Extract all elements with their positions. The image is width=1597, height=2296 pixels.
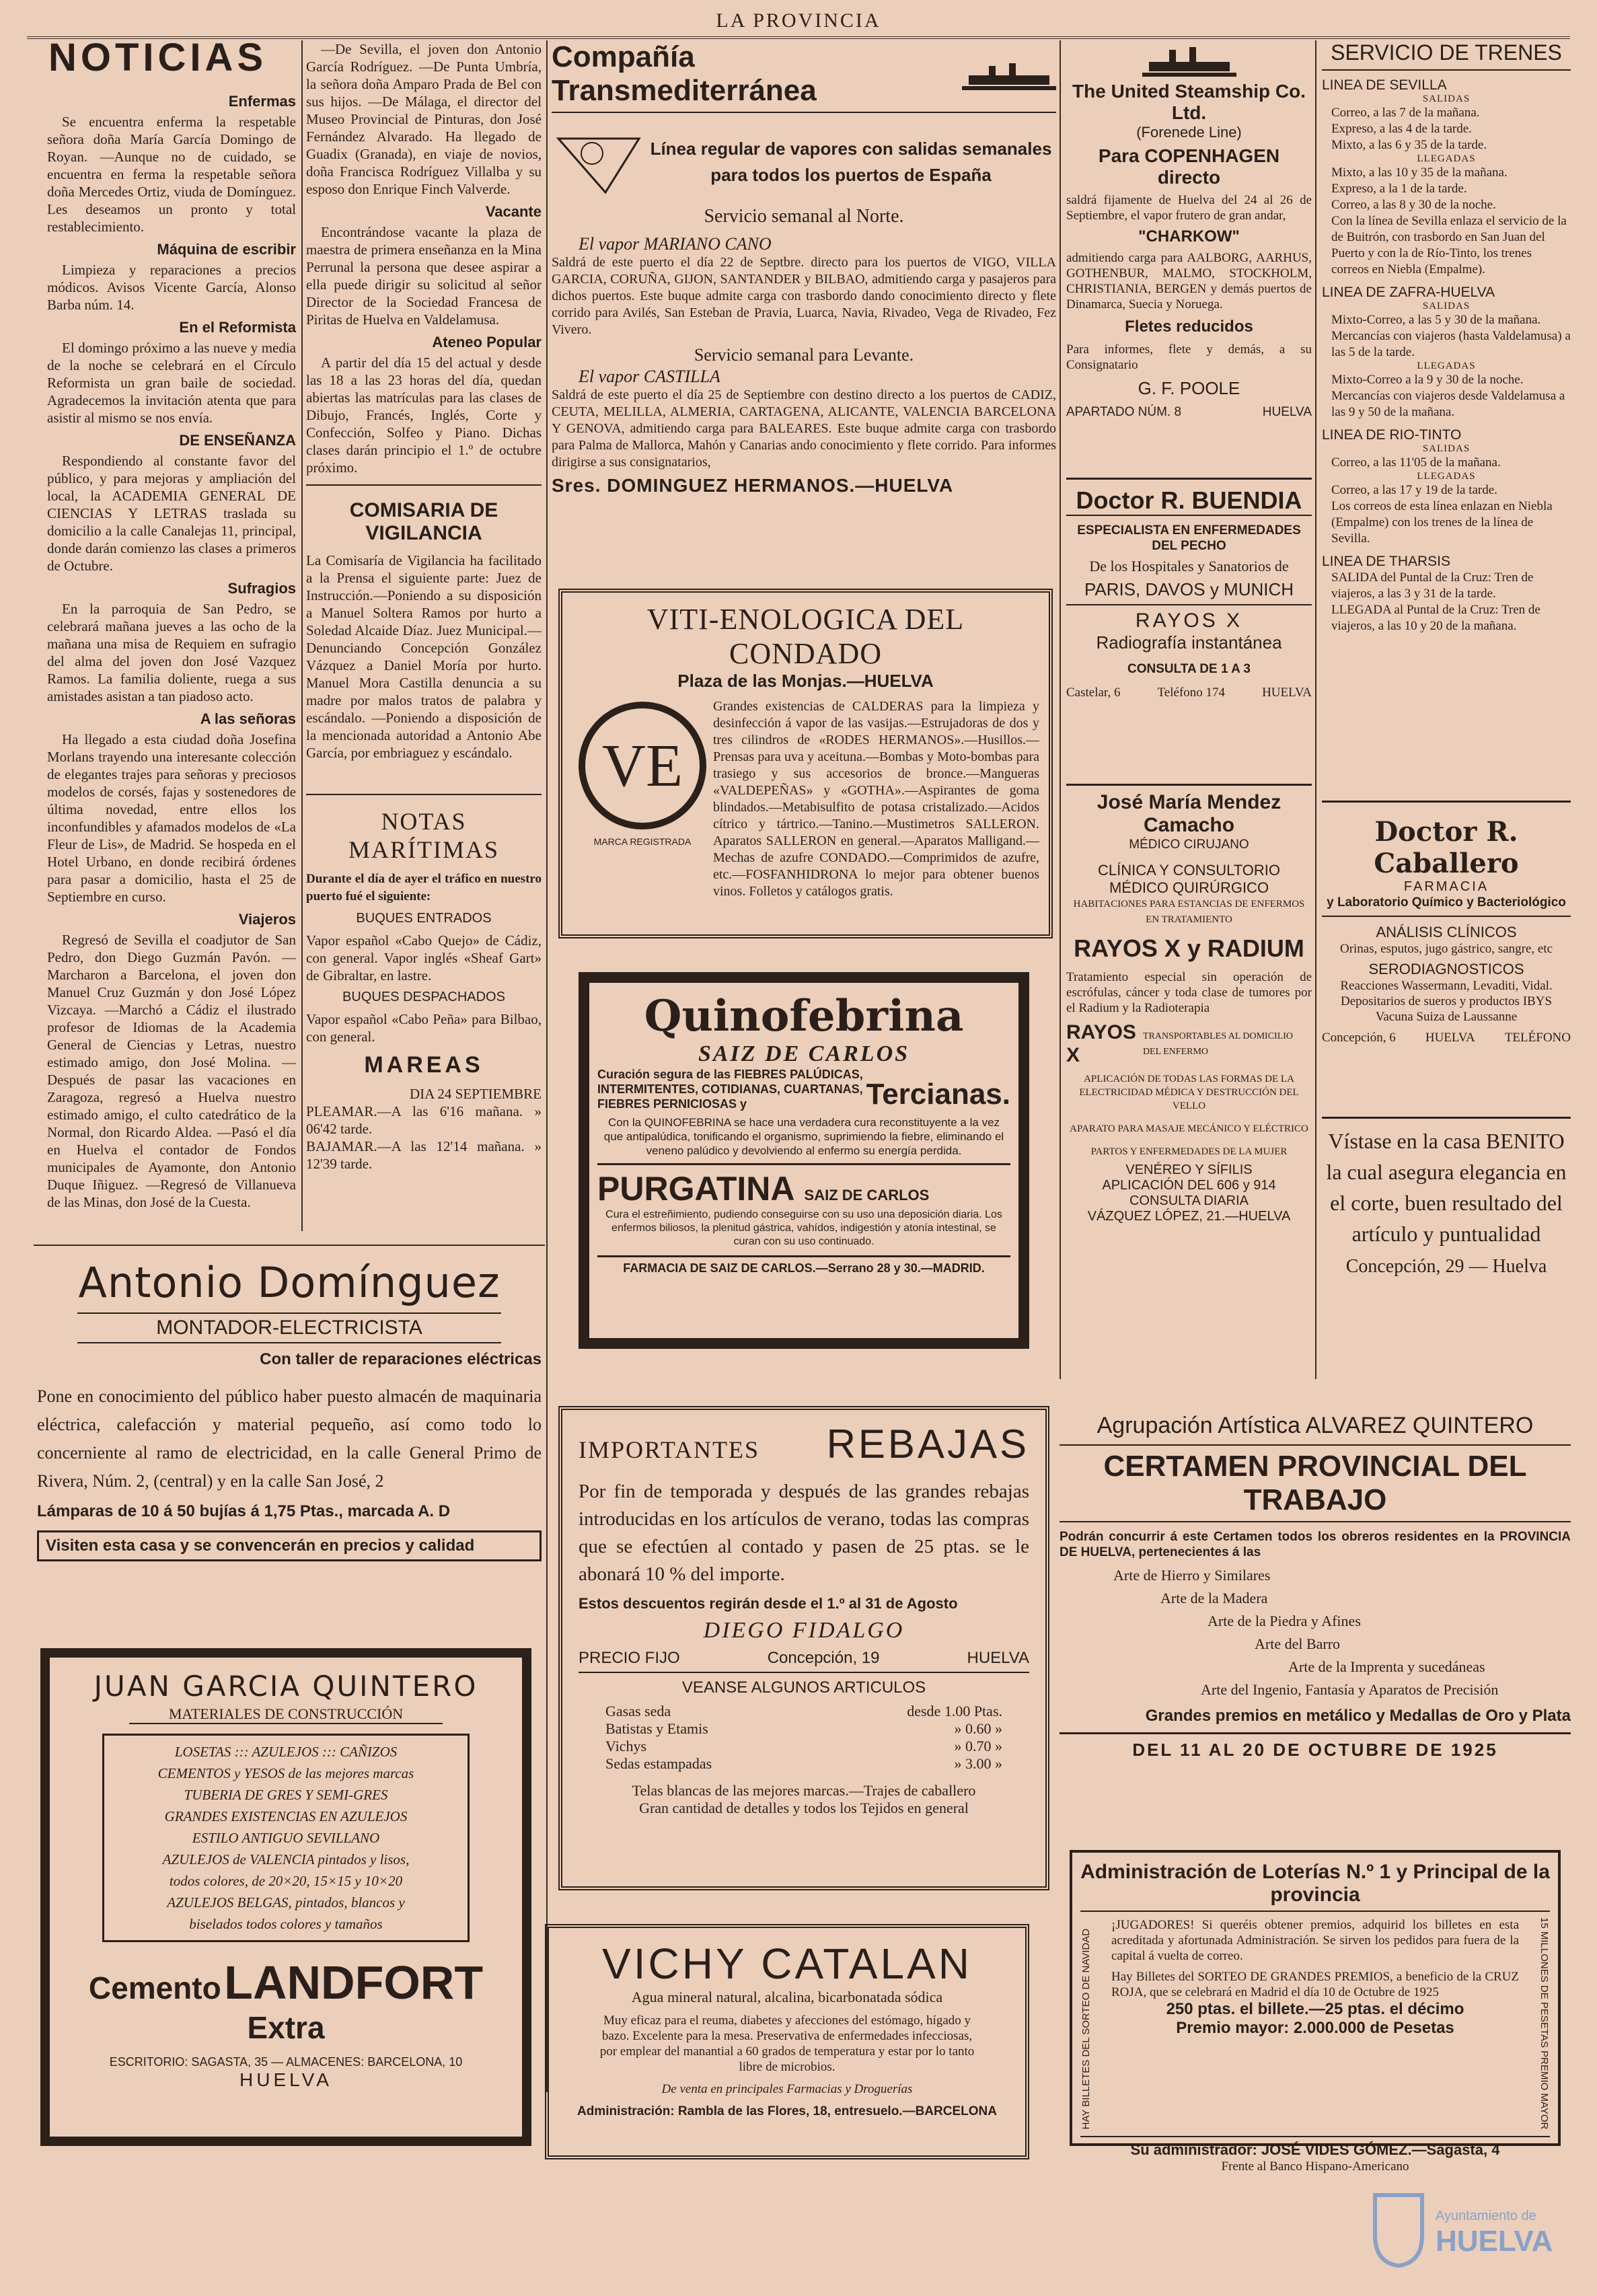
section-heading: Máquina de escribir	[157, 241, 296, 258]
transmed-levante: Servicio semanal para Levante.	[694, 345, 914, 365]
caballero-tel: TELÉFONO	[1504, 1031, 1571, 1045]
rebajas-title2: REBAJAS	[826, 1421, 1029, 1467]
notas-maritimas-section	[306, 794, 542, 1204]
buendia-city: HUELVA	[1262, 686, 1312, 700]
mendez-hab: HABITACIONES PARA ESTANCIAS DE ENFERMOS EN TRATAMIENTO	[1073, 899, 1305, 925]
section-text: En la parroquia de San Pedro, se celebrará mañana jueves a las ocho de la mañana una misa de Requiem en sufragio del alma del joven don José Vazquez Ramos. La familia doliente, ruega a sus amistades asistan a tan piadoso acto.	[47, 601, 296, 704]
juan-line: CEMENTOS y YESOS de las mejores marcas	[157, 1765, 414, 1781]
mareas-title: MAREAS	[364, 1052, 484, 1078]
juan-line: biselados todos colores y tamaños	[189, 1916, 383, 1932]
svg-text:VE: VE	[602, 733, 683, 799]
benito-ad	[1322, 1117, 1571, 1372]
caballero-city: HUELVA	[1425, 1031, 1475, 1045]
company-flag-icon	[552, 125, 646, 199]
watermark-line1: Ayuntamiento de	[1436, 2209, 1536, 2223]
juan-line: ESTILO ANTIGUO SEVILLANO	[192, 1830, 380, 1846]
arte-item: Arte del Ingenio, Fantasía y Aparatos de Precisión	[1201, 1681, 1499, 1698]
caballero-depos: Depositarios de sueros y productos IBYS	[1341, 994, 1552, 1008]
item-name: Batistas y Etamis	[605, 1720, 708, 1737]
rebajas-title1: IMPORTANTES	[579, 1436, 759, 1463]
arte-item: Arte de la Madera	[1160, 1590, 1268, 1606]
section-heading: En el Reformista	[179, 319, 296, 336]
antonio-role: MONTADOR-ELECTRICISTA	[77, 1312, 501, 1343]
rebajas-item	[605, 1738, 1002, 1755]
section-text: Se encuentra enferma la respetable señora doña María García Domingo de Royan. —Aunque no de cuidado, se encuentra en ferma la respetable señora doña Mercedes Ortiz, viuda de Domínguez. Les deseamos un pronto y total restablecimiento.	[47, 114, 296, 235]
transmed-vapor2-text: Saldrá de este puerto el día 25 de Septiembre con destino directo a los puertos de CADIZ, CEUTA, MELILLA, ALMERIA, CARTAGENA, ALICANTE, VALENCIA BARCELONA Y GENOVA, admitiendo carga para BALEARES. Este buque admite carga con trasbordo para Palma de Mallorca, Mahón y Canarias ando conocimiento y flete corrido. Para informes dirigirse a sus consignatarios,	[552, 387, 1056, 470]
loterias-premio: Premio mayor: 2.000.000 de Pesetas	[1176, 2019, 1454, 2037]
viti-title: VITI-ENOLOGICA DEL CONDADO	[646, 603, 965, 670]
arte-item: Arte del Barro	[1255, 1635, 1341, 1652]
mendez-aplic2: APLICACIÓN DEL 606 y 914	[1102, 1178, 1276, 1193]
purgatina-title: PURGATINA	[597, 1170, 795, 1208]
schedule-label: LLEGADAS	[1417, 471, 1476, 482]
agrupacion-ad	[1060, 1413, 1571, 1789]
loterias-title: Administración de Loterías N.º 1 y Principal de la provincia	[1080, 1861, 1550, 1912]
juan-line: AZULEJOS de VALENCIA pintados y lisos,	[162, 1851, 410, 1867]
schedule-line: Mixto, a las 6 y 35 de la tarde.	[1331, 138, 1487, 152]
notas-intro: Durante el día de ayer el tráfico en nuestro puerto fué el siguiente:	[306, 872, 542, 903]
loterias-text2: Hay Billetes del SORTEO DE GRANDES PREMIOS, a beneficio de la CRUZ ROJA, que se celebrará en Madrid el día 10 de Octubre de 1925	[1111, 1970, 1519, 1999]
section-heading: Vacante	[485, 203, 542, 220]
transmed-line2: para todos los puertos de España	[710, 165, 992, 185]
united-agent: G. F. POOLE	[1138, 378, 1240, 398]
buendia-title: Doctor R. BUENDIA	[1066, 486, 1312, 516]
mendez-aplic: APLICACIÓN DE TODAS LAS FORMAS DE LA ELECTRICIDAD MÉDICA Y DESTRUCCIÓN DEL VELLO	[1079, 1074, 1299, 1111]
mendez-role: MÉDICO CIRUJANO	[1129, 838, 1249, 852]
schedule-label: LLEGADAS	[1417, 153, 1476, 164]
caballero-sero: SERODIAGNOSTICOS	[1368, 961, 1524, 977]
schedule-line: Con la línea de Sevilla enlaza el servicio de la de Buitrón, con trasbordo en San Juan del Puerto y con la de Río-Tinto, los trenes correos en Niebla (Empalme).	[1331, 214, 1567, 276]
despachados-title: BUQUES DESPACHADOS	[342, 990, 505, 1004]
schedule-line: SALIDA del Puntal de la Cruz: Tren de viajeros, a las 3 y 31 de la tarde.	[1331, 570, 1534, 601]
mendez-trat: Tratamiento especial sin operación de escrófulas, cáncer y toda clase de tumores por el Radium y la Radioterapia	[1066, 970, 1312, 1015]
watermark-line2: HUELVA	[1436, 2225, 1553, 2258]
section-heading: Sufragios	[227, 580, 296, 597]
juan-list-box	[102, 1734, 470, 1942]
item-price: » 0.60 »	[954, 1720, 1002, 1737]
schedule-line: Correo, a las 11'05 de la mañana.	[1331, 455, 1501, 470]
juan-title: JUAN GARCIA QUINTERO	[94, 1670, 478, 1703]
schedule-line: Correo, a las 8 y 30 de la noche.	[1331, 198, 1496, 212]
vichy-text: Muy eficaz para el reuma, diabetes y afecciones del estómago, hígado y bazo. Excelente para la mesa. Preservativa de enfermedades infecciosas, por emplear del manantial a 60 grados de temperatura y estar por lo tanto libre de microbios.	[599, 2013, 975, 2074]
item-price: » 0.70 »	[954, 1738, 1002, 1754]
caballero-analisis: ANÁLISIS CLÍNICOS	[1376, 924, 1517, 940]
juan-sub: MATERIALES DE CONSTRUCCIÓN	[129, 1705, 443, 1724]
vichy-venta: De venta en principales Farmacias y Droguerías	[661, 2082, 913, 2096]
caballero-vacuna: Vacuna Suiza de Laussanne	[1375, 1010, 1518, 1024]
rebajas-name: DIEGO FIDALGO	[703, 1618, 905, 1643]
purgatina-brand: SAIZ DE CARLOS	[804, 1187, 930, 1203]
agrupacion-title1: Agrupación Artística ALVAREZ QUINTERO	[1097, 1413, 1534, 1438]
transmed-vapor1-text: Saldrá de este puerto el día 22 de Septbre. directo para los puertos de VIGO, VILLA GARCIA, CORUÑA, GIJON, SANTANDER y BILBAO, admitiendo carga y pasajeros para dichos puertos. Este buque admite carga con trasbordo dando conocimiento directo y flete corrido para Avilés, San Esteban de Pravia, Luarca, Navia, Rivadeo, Vega de Rivadeo, Fez Vivero.	[552, 255, 1056, 337]
vichy-title: VICHY CATALAN	[602, 1939, 972, 1988]
entrados-text: Vapor español «Cabo Quejo» de Cádiz, con general. Vapor inglés «Sheaf Gart» de Gibraltar, en lastre.	[306, 932, 542, 984]
antonio-title: Antonio Domínguez	[78, 1258, 500, 1307]
schedule-label: SALIDAS	[1422, 94, 1471, 104]
item-name: Gasas seda	[605, 1703, 671, 1719]
schedule-line: Correo, a las 7 de la mañana.	[1331, 106, 1480, 120]
schedule-line: Correo, a las 17 y 19 de la tarde.	[1331, 483, 1497, 497]
schedule-line: Expreso, a la 1 de la tarde.	[1331, 182, 1467, 196]
servicio-title: SERVICIO DE TRENES	[1322, 40, 1571, 71]
benito-addr: Concepción, 29 — Huelva	[1345, 1256, 1547, 1277]
rebajas-foot1: Telas blancas de las mejores marcas.—Trajes de caballero	[632, 1782, 976, 1799]
loterias-text1: ¡JUGADORES! Si queréis obtener premios, adquirid los billetes en esta acreditada y afortunada Administración. Se sirven los pedidos para fuera de la capital á vuelta de correo.	[1111, 1918, 1519, 1963]
viti-subtitle: Plaza de las Monjas.—HUELVA	[677, 671, 934, 691]
arte-item: Arte de la Imprenta y sucedáneas	[1288, 1658, 1485, 1675]
buendia-rayos: RAYOS X	[1135, 609, 1243, 632]
rebajas-text: Por fin de temporada y después de las grandes rebajas introducidas en los artículos de verano, todas las compras que se efectúen al contado y pasen de 25 ptas. se le abonará 10 % del importe.	[579, 1481, 1029, 1585]
schedule-line: Mixto-Correo a la 9 y 30 de la noche. Mercancías con viajeros desde Valdelamusa a las 9 y 50 de la mañana.	[1331, 373, 1565, 419]
section-text: A partir del día 15 del actual y desde las 18 a las 23 horas del día, quedan abiertas las matrículas para las clases de Dibujo, Francés, Inglés, Corte y Confección, Solfeo y Piano. Dichas clases darán principio el 1.º de octubre próximo.	[306, 355, 542, 476]
comisaria-section	[306, 484, 542, 780]
transmediterranea-ad	[552, 40, 1056, 565]
juan-line: LOSETAS ::: AZULEJOS ::: CAÑIZOS	[174, 1744, 398, 1760]
mendez-venereo: VENÉREO Y SÍFILIS	[1125, 1162, 1253, 1177]
united-title: The United Steamship Co. Ltd.	[1072, 81, 1306, 123]
mendez-rayos2: RAYOS X	[1066, 1021, 1136, 1066]
united-text3: Para informes, flete y demás, a su Consignatario	[1066, 342, 1312, 372]
extra-label: Extra	[247, 2010, 325, 2045]
ayuntamiento-watermark	[1368, 2182, 1570, 2276]
vichy-sub: Agua mineral natural, alcalina, bicarbonatada sódica	[631, 1989, 943, 2005]
caballero-orinas: Orinas, esputos, jugo gástrico, sangre, etc	[1339, 942, 1553, 956]
buendia-cities: PARIS, DAVOS y MUNICH	[1066, 579, 1312, 605]
juan-city: HUELVA	[239, 2069, 332, 2090]
loterias-frente: Frente al Banco Hispano-Americano	[1221, 2159, 1409, 2174]
caballero-addr: Concepción, 6	[1322, 1031, 1396, 1045]
viti-mark: MARCA REGISTRADA	[593, 836, 692, 847]
loterias-ad	[1070, 1850, 1561, 2174]
mendez-diaria: CONSULTA DIARIA	[1129, 1193, 1249, 1208]
comisaria-text: La Comisaría de Vigilancia ha facilitado a la Prensa el siguiente parte: Juez de Instrucción.—Poniendo a su disposición a Manuel Soltera Ramos por hurto a Soledad Alcaide Díaz. Juez Municipal.—Denunciando Concepción González Vázquez a Daniel Moría por hurto. Manuel Mora Castilla denuncia a su madre por malos tratos de palabra y escándalo. —Poniendo a disposición de la mencionada autoridad a Antonio Abe García, por embriaguez y escándalo.	[306, 552, 542, 761]
transmed-norte: Servicio semanal al Norte.	[704, 206, 904, 227]
noticias-column-2	[306, 40, 542, 484]
rebajas-precio: PRECIO FIJO	[579, 1649, 680, 1667]
buendia-hosp: De los Hospitales y Sanatorios de	[1089, 558, 1289, 575]
train-line-heading: LINEA DE RIO-TINTO	[1322, 427, 1462, 443]
agrupacion-dates: DEL 11 AL 20 DE OCTUBRE DE 1925	[1060, 1732, 1571, 1761]
viti-enologica-ad	[558, 589, 1053, 938]
servicio-trenes	[1322, 40, 1571, 767]
steamship-icon	[962, 54, 1056, 94]
train-line-heading: LINEA DE SEVILLA	[1322, 77, 1447, 93]
united-fletes: Fletes reducidos	[1125, 318, 1253, 336]
transmed-vapor1: El vapor MARIANO CANO	[579, 234, 772, 254]
transmed-agents: Sres. DOMINGUEZ HERMANOS.—HUELVA	[552, 475, 954, 496]
section-text: Limpieza y reparaciones a precios módicos. Avisos Vicente García, Alonso Barba núm. 14.	[47, 262, 296, 313]
rebajas-foot2: Gran cantidad de detalles y todos los Tejidos en general	[639, 1800, 969, 1816]
antonio-dominguez-ad	[37, 1258, 542, 1594]
buendia-esp: ESPECIALISTA EN ENFERMEDADES DEL PECHO	[1077, 523, 1301, 553]
item-price: » 3.00 »	[954, 1755, 1002, 1772]
united-para: Para COPENHAGEN directo	[1098, 145, 1280, 188]
viajeros-continued: —De Sevilla, el joven don Antonio García Rodríguez. —De Punta Umbría, la señora doña Amparo Prada de Bel con sus hijos. —De Málaga, el director del Museo Provincial de Pinturas, don José Fernández Alvarado. Ha llegado de Guadix (Granada), en viaje de novios, doña Francisca Rodríguez Villalba y su esposo don Enrique Finch Valverde.	[306, 41, 542, 197]
caballero-title: Doctor R. Caballero	[1374, 816, 1519, 879]
comisaria-title: COMISARIA DE VIGILANCIA	[349, 499, 498, 544]
section-text: El domingo próximo a las nueve y media de la noche se celebrará en el Círculo Reformista un gran baile de sociedad. Agradecemos la invitación atenta que para asistir al mismo se nos envía.	[47, 340, 296, 426]
juan-addr: ESCRITORIO: SAGASTA, 35 — ALMACENES: BARCELONA, 10	[109, 2055, 463, 2069]
item-name: Sedas estampadas	[605, 1755, 712, 1772]
mendez-clinica: CLÍNICA Y CONSULTORIO	[1097, 862, 1280, 879]
section-heading: Enfermas	[228, 93, 296, 110]
buendia-radio: Radiografía instantánea	[1096, 632, 1282, 653]
mendez-partos: PARTOS Y ENFERMEDADES DE LA MUJER	[1090, 1146, 1288, 1157]
buendia-addr: Castelar, 6	[1066, 686, 1121, 700]
cemento-label: Cemento	[88, 1970, 221, 2005]
mendez-aparato: APARATO PARA MASAJE MECÁNICO Y ELÉCTRICO	[1070, 1123, 1308, 1134]
mendez-transp: TRANSPORTABLES AL DOMICILIO DEL ENFERMO	[1142, 1031, 1294, 1057]
column-rule	[301, 40, 303, 1231]
purgatina-text: Cura el estreñimiento, pudiendo conseguirse con su uso una deposición diaria. Los enfermos biliosos, la plenitud gástrica, vahídos, indigestión y atonía intestinal, se curan con su uso continuado.	[605, 1209, 1002, 1247]
mendez-rayos: RAYOS X y RADIUM	[1074, 934, 1304, 962]
artes-list	[1060, 1564, 1571, 1701]
vichy-ad	[545, 1924, 1029, 2159]
united-sub: (Forenede Line)	[1136, 124, 1242, 141]
section-heading: Viajeros	[238, 911, 296, 928]
section-text: Encontrándose vacante la plaza de maestra de primera enseñanza en la Mina Perrunal la persona que desee aspirar a ella puede dirigir su solicitud al señor Director de la Sociedad Francesa de Piritas de Huelva en Valdelamusa.	[306, 224, 542, 328]
quino-text2: Con la QUINOFEBRINA se hace una verdadera cura reconstituyente a la vez que antipalúdica, tonificando el organismo, suprimiendo la fiebre, eliminando el veneno palúdico y devolviendo al enfermo su energía perdida.	[597, 1115, 1010, 1165]
newspaper-title: LA PROVINCIA	[716, 9, 881, 32]
mendez-ad	[1066, 784, 1312, 1362]
quino-title: Quinofebrina	[644, 991, 964, 1041]
antonio-visiten: Visiten esta casa y se convencerán en precios y calidad	[37, 1530, 542, 1561]
column-rule	[1060, 40, 1061, 1379]
schedule-label: SALIDAS	[1422, 443, 1471, 454]
despachados-text: Vapor español «Cabo Peña» para Bilbao, con general.	[306, 1011, 542, 1045]
juan-line: AZULEJOS BELGAS, pintados, blancos y	[167, 1894, 405, 1911]
antonio-text: Pone en conocimiento del público haber puesto almacén de maquinaria eléctrica, calefacción y material pequeño, así como todo lo concerniente al ramo de electricidad, en la calle General Primo de Rivera, Núm. 2, (central) y en la calle San José, 2	[37, 1386, 542, 1491]
arte-item: Arte de la Piedra y Afines	[1208, 1613, 1361, 1629]
rebajas-city: HUELVA	[967, 1649, 1029, 1667]
train-schedule-blocks	[1322, 77, 1571, 634]
mendez-name: José María Mendez Camacho	[1097, 791, 1282, 836]
quino-tercianas: Tercianas.	[866, 1078, 1010, 1111]
caballero-farm: FARMACIA	[1403, 879, 1489, 894]
rebajas-item	[605, 1703, 1002, 1720]
entrados-title: BUQUES ENTRADOS	[356, 911, 492, 926]
section-heading: Ateneo Popular	[432, 334, 542, 350]
column-rule	[546, 40, 548, 2092]
schedule-line: Mixto-Correo, a las 5 y 30 de la mañana. Mercancías con viajeros (hasta Valdelamusa) a las 5 de la tarde.	[1331, 313, 1571, 359]
schedule-line: Los correos de esta línea enlazan en Niebla (Empalme) con los trenes de la línea de Sevilla.	[1331, 499, 1553, 546]
mendez-quir: MÉDICO QUIRÚRGICO	[1109, 879, 1269, 896]
agrupacion-text: Podrán concurrir á este Certamen todos los obreros residentes en la PROVINCIA DE HUELVA, pertenecientes á las	[1060, 1530, 1571, 1559]
juan-garcia-quintero-ad	[40, 1648, 531, 2146]
buendia-consulta: CONSULTA DE 1 A 3	[1127, 662, 1251, 676]
quino-text1: Curación segura de las FIEBRES PALÚDICAS, INTERMITENTES, COTIDIANAS, CUARTANAS, FIEBRES PERNICIOSAS y	[597, 1068, 863, 1111]
mendez-addr: VÁZQUEZ LÓPEZ, 21.—HUELVA	[1087, 1209, 1291, 1224]
transmed-line1: Línea regular de vapores con salidas semanales	[650, 139, 1052, 159]
rebajas-ad	[558, 1406, 1049, 1890]
transmed-title: Compañía Transmediterránea	[552, 40, 817, 107]
schedule-line: LLEGADA al Puntal de la Cruz: Tren de viajeros, a las 10 y 20 de la mañana.	[1331, 603, 1540, 633]
pleamar: PLEAMAR.—A las 6'16 mañana. » 06'42 tarde.	[306, 1103, 542, 1137]
rebajas-desc: Estos descuentos regirán desde el 1.º al 31 de Agosto	[579, 1595, 958, 1612]
benito-text: Vístase en la casa BENITO la cual asegura elegancia en el corte, buen resultado del artículo y puntualidad	[1326, 1129, 1567, 1246]
juan-line: GRANDES EXISTENCIAS EN AZULEJOS	[164, 1808, 408, 1824]
section-text: Ha llegado a esta ciudad doña Josefina Morlans trayendo una interesante colección de elegantes trajes para señoras y preciosos modelos de corsés, fajas y sostenedores de última novedad, entre ellos los inconfundibles y afamados modelos de «La Fleur de Lis», de Madrid. Se hospeda en el Hotel Urbano, en donde recibirá órdenes para pasar a domicilio, hasta el 25 de Septiembre en curso.	[47, 731, 296, 905]
loterias-admin: Su administrador: JOSÉ VIDES GÓMEZ.—Sagasta, 4	[1080, 2136, 1550, 2159]
juan-line: TUBERIA DE GRES Y SEMI-GRES	[184, 1787, 388, 1803]
united-city: HUELVA	[1262, 405, 1312, 419]
united-text1: saldrá fijamente de Huelva del 24 al 26 de Septiembre, el vapor frutero de gran andar,	[1066, 193, 1312, 223]
section-heading: A las señoras	[200, 710, 296, 727]
noticias-column-1	[47, 87, 296, 1210]
city-shield-icon	[1368, 2188, 1429, 2269]
loterias-side-right: 15 MILLONES DE PESETAS PREMIO MAYOR	[1538, 1917, 1550, 2130]
section-rule	[34, 1245, 545, 1246]
rebajas-addr: Concepción, 19	[767, 1649, 880, 1667]
loterias-side-left: HAY BILLETES DEL SORTEO DE NAVIDAD	[1080, 1928, 1092, 2130]
viti-text: Grandes existencias de CALDERAS para la limpieza y desinfección á vapor de las vasijas.—Estrujadoras de dos y tres cilindros de «RODES HERMANOS».—Husillos.—Prensas para uva y aceituna.—Bombas y Moto-bombas para trasiego y sus accesorios de bronce.—Mangueras «VALDEPEÑAS» y «GOTHA».—Aspirantes de goma blindados.—Metabisulfito de potasa cristalizado.—Acidos cítrico y tártrico.—Tanino.—Mustimetros SALLERON. Aparatos SALLERON en general.—Aparatos Malligand.—Mechas de azufre CONDADO.—Comprimidos de azufre, etc.—FOSFANHIDRONA lo mejor para obtener buenos vinos. Folletos y catálogos gratis.	[713, 699, 1039, 899]
rebajas-item	[605, 1720, 1002, 1738]
train-line-heading: LINEA DE THARSIS	[1322, 554, 1451, 569]
schedule-label: LLEGADAS	[1417, 361, 1476, 371]
viti-logo-icon	[575, 698, 710, 833]
quinofebrina-ad	[579, 972, 1029, 1349]
quino-brand: SAIZ DE CARLOS	[698, 1041, 910, 1066]
agrupacion-title2: CERTAMEN PROVINCIAL DEL TRABAJO	[1060, 1444, 1571, 1522]
quino-footer: FARMACIA DE SAIZ DE CARLOS.—Serrano 28 y 30.—MADRID.	[597, 1255, 1010, 1275]
rebajas-item	[605, 1755, 1002, 1773]
arte-item: Arte de Hierro y Similares	[1113, 1567, 1271, 1584]
steamship-icon	[1142, 40, 1236, 81]
train-line-heading: LINEA DE ZAFRA-HUELVA	[1322, 285, 1495, 300]
schedule-label: SALIDAS	[1422, 301, 1471, 311]
united-steamship-ad	[1066, 40, 1312, 471]
transmed-vapor2: El vapor CASTILLA	[579, 367, 720, 386]
column-rule	[1315, 40, 1316, 1379]
loterias-price: 250 ptas. el billete.—25 ptas. el décimo	[1166, 2000, 1464, 2018]
vichy-admin: Administración: Rambla de las Flores, 18, entresuelo.—BARCELONA	[577, 2104, 997, 2118]
schedule-line: Mixto, a las 10 y 35 de la mañana.	[1331, 165, 1508, 180]
notas-maritimas-title: NOTAS MARÍTIMAS	[348, 808, 499, 863]
antonio-lamparas: Lámparas de 10 á 50 bujías á 1,75 Ptas., marcada A. D	[37, 1502, 451, 1520]
section-text: Respondiendo al constante favor del público, y para mejoras y ampliación del local, la ACADEMIA GENERAL DE CIENCIAS Y LETRAS traslada su domicilio a la calle Canalejas 11, principal, donde darán comienzo las clases a primeros de Octubre.	[47, 453, 296, 574]
united-ship: "CHARKOW"	[1138, 227, 1240, 246]
caballero-ad	[1322, 801, 1571, 1103]
item-price: desde 1.00 Ptas.	[907, 1703, 1002, 1719]
united-text2: admitiendo carga para AALBORG, AARHUS, GOTHENBUR, MALMO, STOCKHOLM, CHRISTIANIA, BERGEN y demás puertos de Dinamarca, Suecia y Noruega.	[1066, 251, 1312, 311]
caballero-reac: Reacciones Wassermann, Levaditi, Vidal.	[1340, 979, 1553, 993]
bajamar: BAJAMAR.—A las 12'14 mañana. » 12'39 tarde.	[306, 1138, 542, 1172]
caballero-lab: y Laboratorio Químico y Bacteriológico	[1322, 895, 1571, 917]
united-addr: APARTADO NÚM. 8	[1066, 405, 1182, 419]
agrupacion-premios: Grandes premios en metálico y Medallas de Oro y Plata	[1145, 1707, 1571, 1725]
rebajas-veanse: VEANSE ALGUNOS ARTICULOS	[681, 1678, 926, 1697]
buendia-phone: Teléfono 174	[1157, 686, 1226, 700]
item-name: Vichys	[605, 1738, 647, 1754]
juan-line: todos colores, de 20×20, 15×15 y 10×20	[169, 1873, 403, 1889]
section-text: Regresó de Sevilla el coadjutor de San Pedro, don Diego Guzmán Pavón. —Marcharon a Barcelona, el joven don Manuel Cruz Guzmán y don José López Vizcaya. —Marchó a Cádiz el ilustrado profesor de Idiomas de la Academia General de Ciencias y Letras, nuestro estimado amigo, don José Molina. —Después de pasar las vacaciones en Zaragoza, regresó a Huelva nuestro estimado amigo, el culto catedrático de la Normal, don Ricardo Aldea. —Pasó el día en Huelva el contador de Fondos municipales de Ayamonte, don Antonio Duque Iñiguez. —Regresó de Villanueva de las Minas, don José de la Cuesta.	[47, 932, 296, 1210]
buendia-ad	[1066, 478, 1312, 774]
section-heading: DE ENSEÑANZA	[179, 432, 296, 449]
mareas-date: DIA 24 SEPTIEMBRE	[409, 1086, 542, 1102]
schedule-line: Expreso, a las 4 de la tarde.	[1331, 122, 1472, 136]
landfort-label: LANDFORT	[224, 1956, 484, 2009]
noticias-title: NOTICIAS	[48, 36, 268, 79]
antonio-taller: Con taller de reparaciones eléctricas	[260, 1350, 542, 1368]
